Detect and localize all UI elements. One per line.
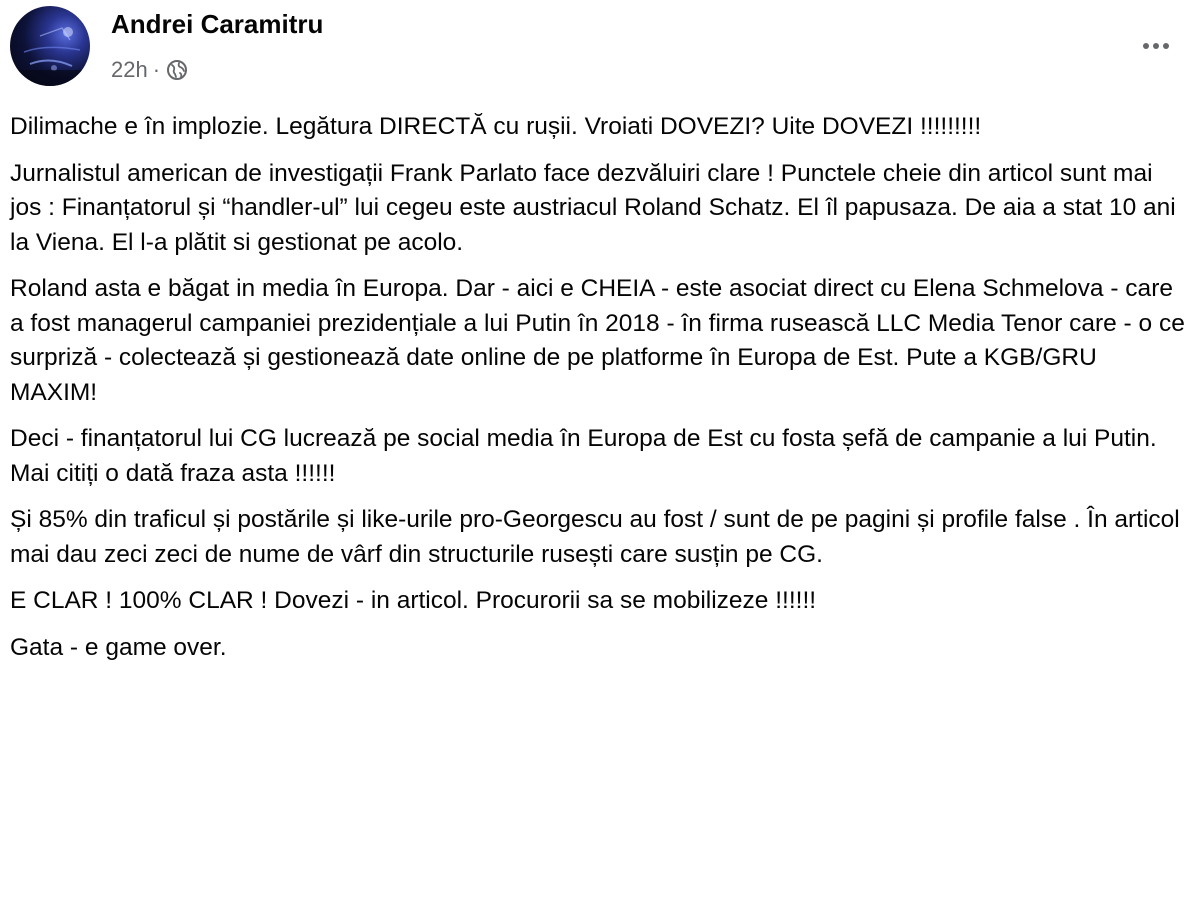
post-meta bbox=[111, 55, 188, 85]
post-content bbox=[10, 110, 1190, 677]
globe-icon[interactable] bbox=[166, 59, 188, 81]
post-timestamp[interactable]: 22h bbox=[111, 57, 148, 82]
avatar-image bbox=[10, 6, 90, 86]
post-paragraph: Roland asta e băgat in media în Europa. Dar - aici e CHEIA - este asociat direct cu Elena Schmelova - care a fost managerul campaniei prezidențiale a lui Putin în 2018 - în firma rusească LLC Media Tenor care - o ce surpriză - colectează și gestionează date online de pe platforme în Europa de Est. Pute a KGB/GRU MAXIM! bbox=[10, 275, 1185, 406]
more-horizontal-icon bbox=[1163, 43, 1169, 49]
more-options-button[interactable] bbox=[1134, 29, 1178, 63]
post-paragraph: E CLAR ! 100% CLAR ! Dovezi - in articol. Procurorii sa se mobilizeze !!!!!! bbox=[10, 587, 817, 614]
post-paragraph: Deci - finanțatorul lui CG lucrează pe social media în Europa de Est cu fosta șefă de campanie a lui Putin. Mai citiți o dată fraza asta !!!!!! bbox=[10, 425, 1157, 487]
post-paragraph: Jurnalistul american de investigații Frank Parlato face dezvăluiri clare ! Punctele cheie din articol sunt mai jos : Finanțatorul și “handler-ul” lui cegeu este austriacul Roland Schatz. El îl papusaza. De aia a stat 10 ani la Viena. El l-a plătit si gestionat pe acolo. bbox=[10, 159, 1176, 256]
post-header bbox=[10, 6, 1190, 86]
more-horizontal-icon bbox=[1153, 43, 1159, 49]
avatar[interactable] bbox=[10, 6, 90, 86]
more-horizontal-icon bbox=[1143, 43, 1149, 49]
author-name[interactable]: Andrei Caramitru bbox=[111, 9, 324, 39]
post-paragraph: Dilimache e în implozie. Legătura DIRECTĂ cu rușii. Vroiati DOVEZI? Uite DOVEZI !!!!!!!!! bbox=[10, 113, 982, 140]
meta-separator: · bbox=[152, 57, 161, 82]
post-paragraph: Gata - e game over. bbox=[10, 633, 227, 661]
post-paragraph: Și 85% din traficul și postările și like-urile pro-Georgescu au fost / sunt de pe pagini și profile false . În articol mai dau zeci zeci de nume de vârf din structurile rusești care susțin pe CG. bbox=[10, 506, 1180, 568]
